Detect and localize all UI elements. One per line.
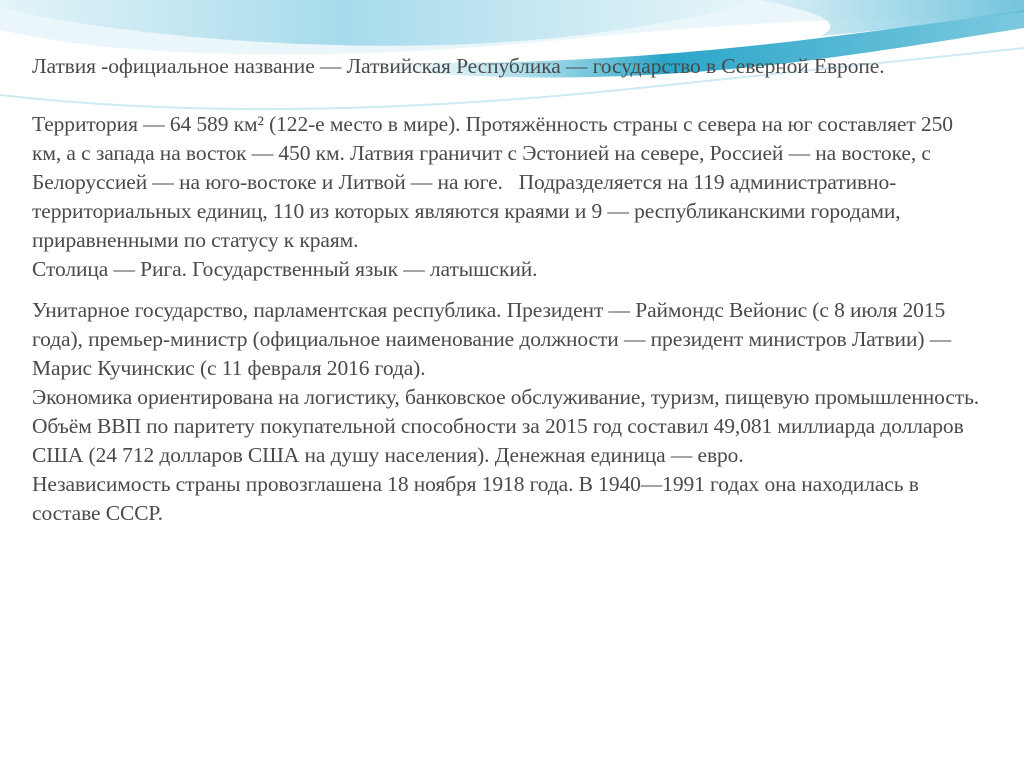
spacer	[32, 81, 982, 110]
spacer	[32, 284, 982, 296]
paragraph-territory: Территория — 64 589 км² (122-е место в мире). Протяжённость страны с севера на юг составляет 250 км, а с запада на восток — 450 км. Латвия граничит с Эстонией на севере, Россией — на востоке, с Белоруссией — на юго-востоке и Литвой — на юге. Подразделяется на 119 административно-территориальных единиц, 110 из которых являются краями и 9 — республиканскими городами, приравненными по статусу к краям.	[32, 112, 959, 252]
paragraph-intro: Латвия -официальное название — Латвийская Республика — государство в Северной Европе.	[32, 54, 885, 78]
slide-body	[32, 52, 985, 528]
paragraph-independence: Независимость страны провозглашена 18 ноября 1918 года. В 1940—1991 годах она находилась в составе СССР.	[32, 472, 925, 525]
paragraph-capital: Столица — Рига. Государственный язык — латышский.	[32, 257, 538, 281]
paragraph-government: Унитарное государство, парламентская республика. Президент — Раймондс Вейонис (с 8 июля 2015 года), премьер-министр (официальное наименование должности — президент министров Латвии) — Марис Кучинскис (с 11 февраля 2016 года).	[32, 298, 957, 380]
paragraph-economy: Экономика ориентирована на логистику, банковское обслуживание, туризм, пищевую промышленность. Объём ВВП по паритету покупательной способности за 2015 год составил 49,081 миллиарда долларов США (24 712 долларов США на душу населения). Денежная единица — евро.	[32, 385, 985, 467]
